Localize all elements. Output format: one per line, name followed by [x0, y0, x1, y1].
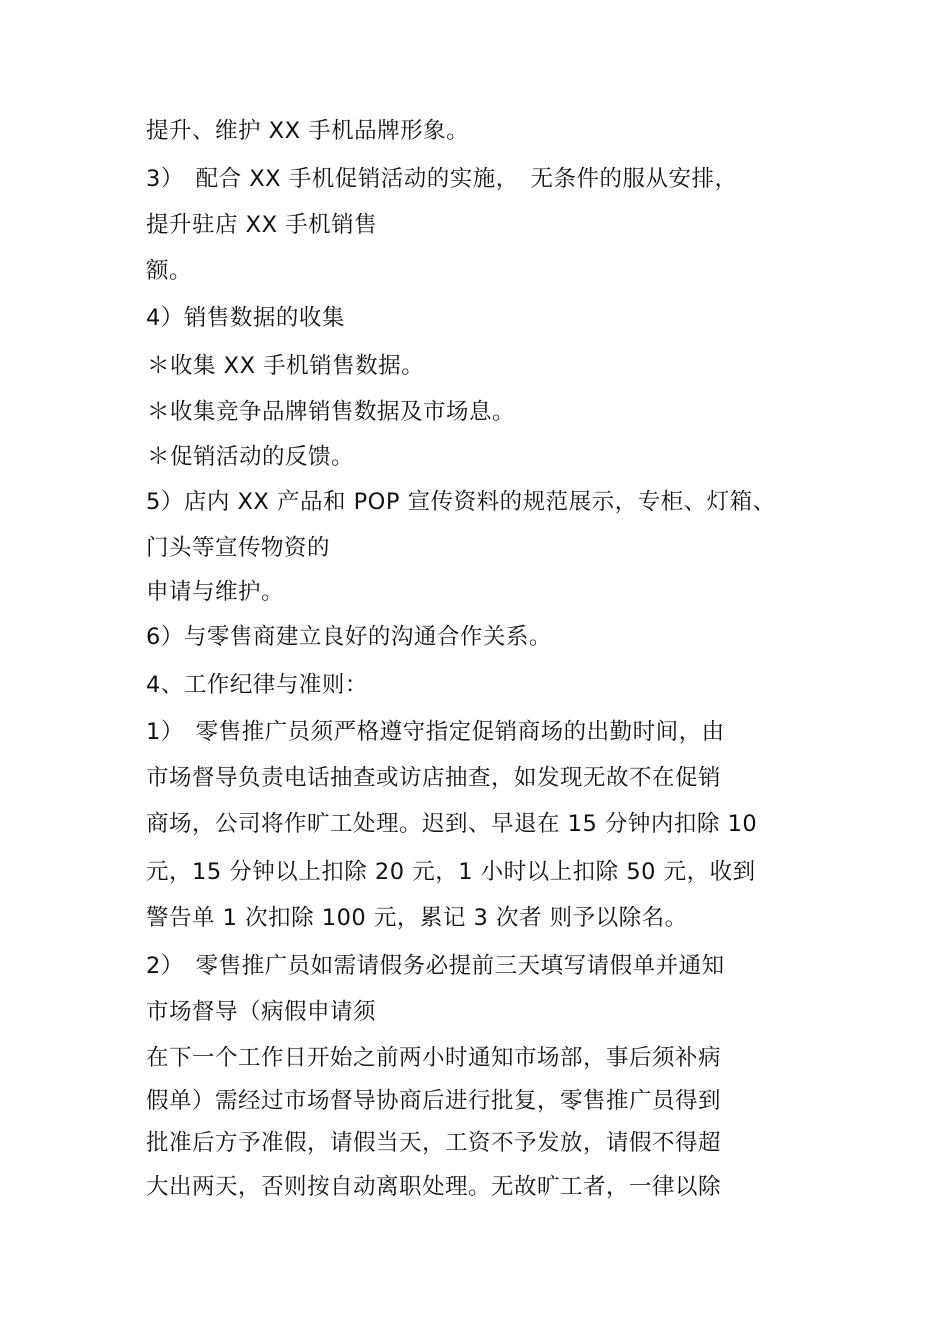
- text-line: 元，15 分钟以上扣除 20 元，1 小时以上扣除 50 元，收到: [146, 859, 756, 885]
- text-line: 1） 零售推广员须严格遵守指定促销商场的出勤时间，由: [146, 719, 725, 745]
- text-line: 假单）需经过市场督导协商后进行批复，零售推广员得到: [146, 1088, 722, 1114]
- text-line: 门头等宣传物资的: [146, 535, 331, 561]
- text-line: 6）与零售商建立良好的沟通合作关系。: [146, 624, 552, 650]
- text-line: 4）销售数据的收集: [146, 305, 345, 331]
- text-line: 提升驻店 XX 手机销售: [146, 212, 378, 238]
- text-line: 提升、维护 XX 手机品牌形象。: [146, 118, 470, 144]
- text-line: 批准后方予准假，请假当天，工资不予发放，请假不得超: [146, 1130, 722, 1156]
- text-line: 市场督导负责电话抽查或访店抽查，如发现无故不在促销: [146, 765, 722, 791]
- text-line: ＊促销活动的反馈。: [147, 444, 355, 470]
- text-line: 3） 配合 XX 手机促销活动的实施， 无条件的服从安排，: [146, 166, 738, 192]
- text-line: 在下一个工作日开始之前两小时通知市场部，事后须补病: [146, 1045, 722, 1071]
- text-line: 2） 零售推广员如需请假务必提前三天填写请假单并通知: [146, 953, 725, 979]
- text-line: 5）店内 XX 产品和 POP 宣传资料的规范展示，专柜、灯箱、: [146, 489, 776, 515]
- text-line: ＊收集 XX 手机销售数据。: [147, 353, 425, 379]
- text-line: 额。: [146, 258, 193, 284]
- section-heading: 4、工作纪律与准则：: [146, 672, 368, 698]
- text-line: 警告单 1 次扣除 100 元，累记 3 次者 则予以除名。: [146, 905, 688, 931]
- text-line: 市场督导（病假申请须: [146, 999, 377, 1025]
- text-line: 商场，公司将作旷工处理。迟到、早退在 15 分钟内扣除 10: [146, 811, 758, 837]
- text-line: ＊收集竞争品牌销售数据及市场息。: [147, 399, 516, 425]
- text-line: 大出两天，否则按自动离职处理。无故旷工者，一律以除: [146, 1174, 722, 1200]
- text-line: 申请与维护。: [146, 579, 285, 605]
